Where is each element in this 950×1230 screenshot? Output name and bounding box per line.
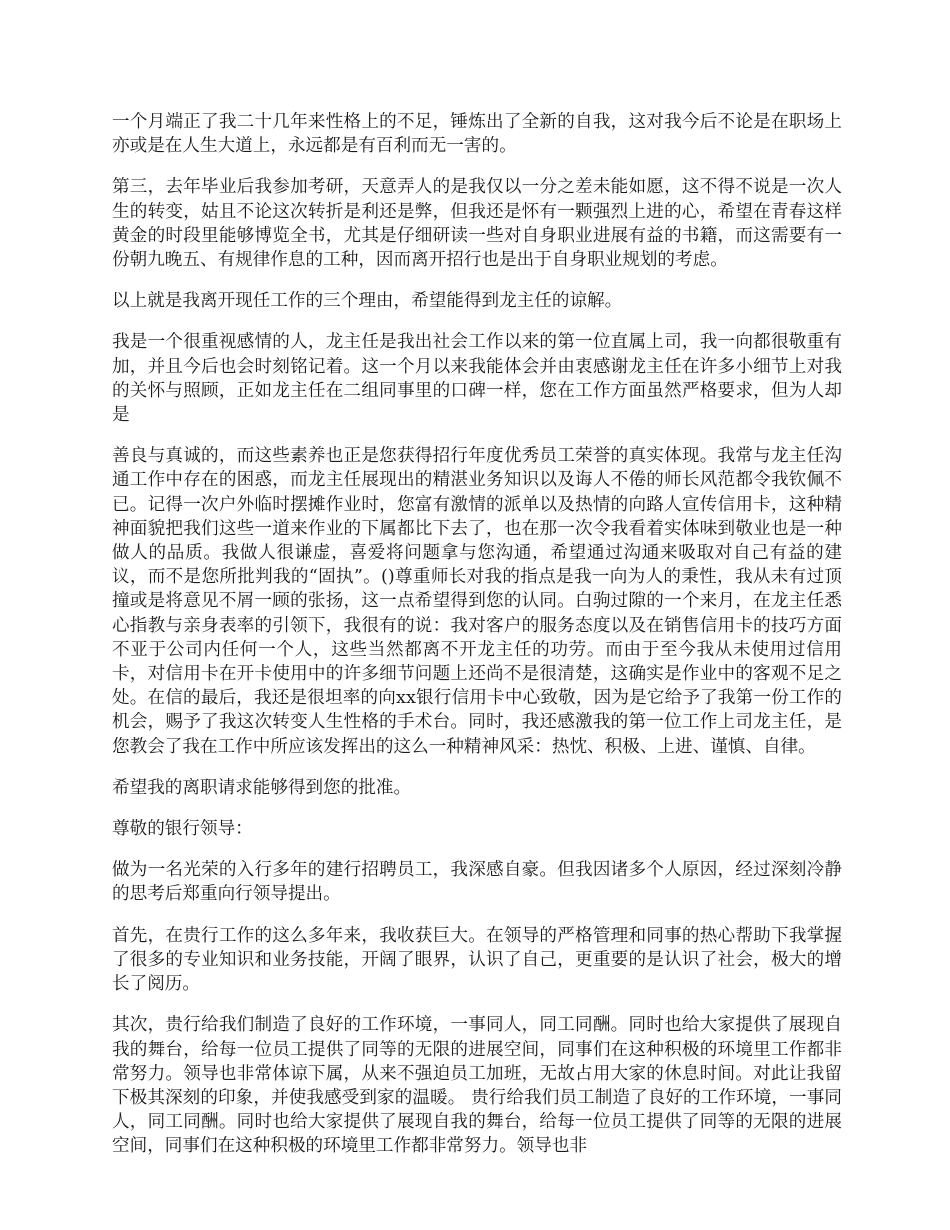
salutation: 尊敬的银行领导：: [112, 819, 253, 840]
paragraph-10: 其次，贵行给我们制造了良好的工作环境，一事同人，同工同酬。同时也给大家提供了展现自我的舞台，给每一位员工提供了同等的无限的进展空间，同事们在这种积极的环境里工作都非常努力。领导也非常体谅下属，从来不强迫员工加班，无故占用大家的休息时间。对此让我留下极其深刻的印象，并使我感受到家的温暖。 贵行给我们员工制造了良好的工作环境，一事同人，同工同酬。同时也给大家提供了展现自我的舞台，给每一位员工提供了同等的无限的进展空间，同事们在这种积极的环境里工作都非常努力。领导也非: [112, 1015, 842, 1157]
paragraph-3: 以上就是我离开现任工作的三个理由，希望能得到龙主任的谅解。: [112, 291, 623, 312]
paragraph-9: 首先，在贵行工作的这么多年来，我收获巨大。在领导的严格管理和同事的热心帮助下我掌握了很多的专业知识和业务技能，开阔了眼界，认识了自己，更重要的是认识了社会，极大的增长了阅历。: [112, 925, 842, 995]
paragraph-2: 第三，去年毕业后我参加考研，天意弄人的是我仅以一分之差未能如愿，这不得不说是一次人生的转变，姑且不论这次转折是利还是弊，但我还是怀有一颗强烈上进的心，希望在青春这样黄金的时段里能够博览全书，尤其是仔细研读一些对自身职业进展有益的书籍，而这需要有一份朝九晚五、有规律作息的工种，因而离开招行也是出于自身职业规划的考虑。: [112, 177, 842, 271]
paragraph-1: 一个月端正了我二十几年来性格上的不足，锤炼出了全新的自我，这对我今后不论是在职场上亦或是在人生大道上，永远都是有百利而无一害的。: [112, 112, 842, 157]
paragraph-4: 我是一个很重视感情的人，龙主任是我出社会工作以来的第一位直属上司，我一向都很敬重有加，并且今后也会时刻铭记着。这一个月以来我能体会并由衷感谢龙主任在许多小细节上对我的关怀与照顾，正如龙主任在二组同事里的口碑一样，您在工作方面虽然严格要求，但为人却是: [112, 332, 842, 426]
document-body: [112, 110, 842, 1176]
paragraph-5: 善良与真诚的，而这些素养也正是您获得招行年度优秀员工荣誉的真实体现。我常与龙主任沟通工作中存在的困惑，而龙主任展现出的精湛业务知识以及诲人不倦的师长风范都令我钦佩不已。记得一次户外临时摆摊作业时，您富有激情的派单以及热情的向路人宣传信用卡，这种精神面貌把我们这些一道来作业的下属都比下去了，也在那一次令我看着实体味到敬业也是一种做人的品质。我做人很谦虚，喜爱将问题拿与您沟通，希望通过沟通来吸取对自己有益的建议，而不是您所批判我的“固执”。()尊重师长对我的指点是我一向为人的秉性，我从未有过顶撞或是将意见不屑一顾的张扬，这一点希望得到您的认同。白驹过隙的一个来月，在龙主任悉心指教与亲身表率的引领下，我很有的说：我对客户的服务态度以及在销售信用卡的技巧方面不亚于公司内任何一个人，这些当然都离不开龙主任的功劳。而由于至今我从未使用过信用卡，对信用卡在开卡使用中的许多细节问题上还尚不是很清楚，这确实是作业中的客观不足之处。在信的最后，我还是很坦率的向xx银行信用卡中心致敬，因为是它给予了我第一份工作的机会，赐予了我这次转变人生性格的手术台。同时，我还感激我的第一位工作上司龙主任，是您教会了我在工作中所应该发挥出的这么一种精神风采：热忱、积极、上进、谨慎、自律。: [112, 446, 842, 757]
paragraph-6: 希望我的离职请求能够得到您的批准。: [112, 777, 412, 798]
paragraph-8: 做为一名光荣的入行多年的建行招聘员工，我深感自豪。但我因诸多个人原因，经过深刻冷静的思考后郑重向行领导提出。: [112, 860, 842, 905]
